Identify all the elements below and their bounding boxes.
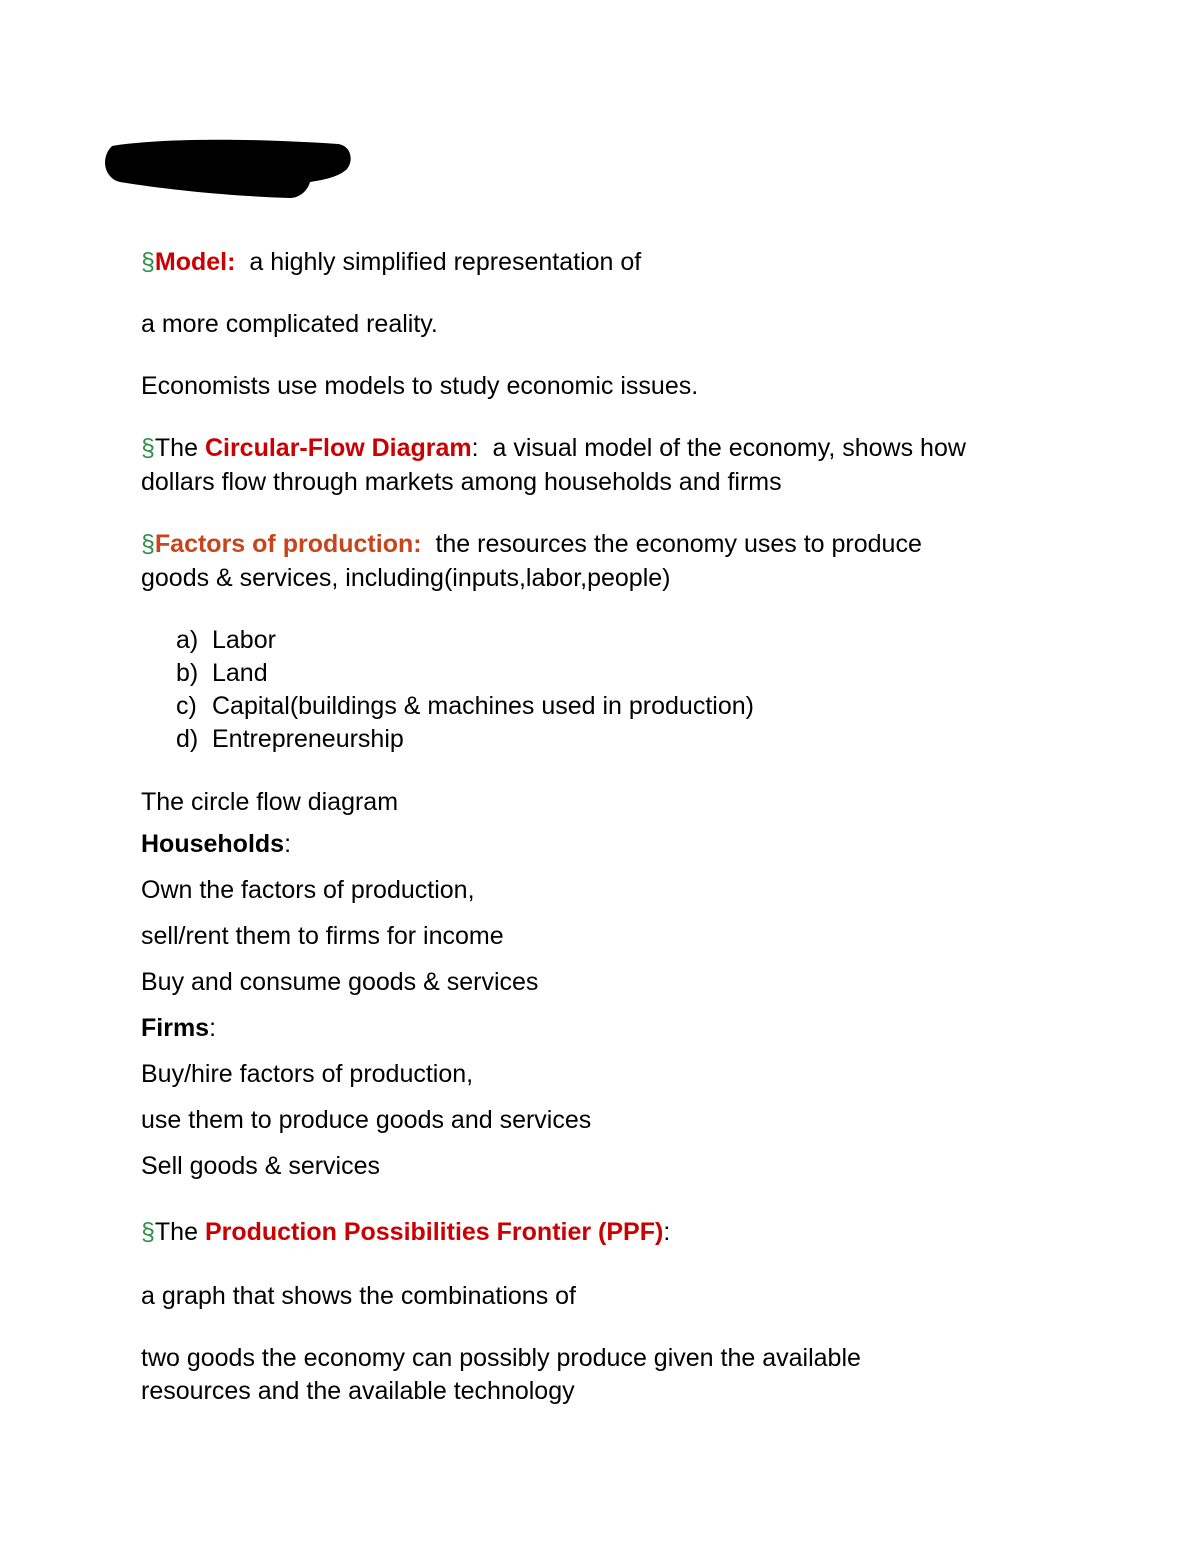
section-mark: § — [141, 530, 155, 558]
section-mark: § — [141, 1218, 155, 1246]
firms-line-3: Sell goods & services — [141, 1152, 381, 1180]
term-circular-flow-diagram: Circular-Flow Diagram — [204, 434, 472, 462]
households-colon: : — [284, 830, 292, 858]
list-item — [176, 624, 754, 657]
circular-flow-definition-continued: dollars flow through markets among households and firms — [141, 468, 782, 496]
firms-line-2: use them to produce goods and services — [141, 1106, 592, 1134]
list-item — [176, 657, 754, 690]
term-factors-of-production: Factors of production: — [154, 530, 422, 558]
ppf-colon: : — [663, 1218, 671, 1246]
households-line-3: Buy and consume goods & services — [141, 968, 539, 996]
term-model: Model: — [154, 248, 236, 276]
section-mark: § — [141, 434, 155, 462]
list-marker: d) — [176, 725, 199, 753]
households-label: Households — [141, 830, 285, 858]
list-item-label: Entrepreneurship — [212, 725, 404, 753]
factors-definition-continued: goods & services, including(inputs,labor,people) — [141, 564, 671, 592]
circle-flow-heading: The circle flow diagram — [141, 788, 399, 816]
model-definition-text: a highly simplified representation of — [235, 248, 642, 276]
economists-models-sentence: Economists use models to study economic issues. — [141, 372, 699, 400]
ppf-definition-3: resources and the available technology — [141, 1377, 575, 1405]
list-item — [176, 723, 754, 756]
circular-flow-prefix: The — [154, 434, 205, 462]
list-item-label: Land — [212, 659, 268, 687]
term-ppf: Production Possibilities Frontier (PPF) — [204, 1218, 664, 1246]
model-definition-line — [141, 245, 641, 279]
factors-definition-line — [141, 527, 922, 561]
ppf-prefix: The — [154, 1218, 205, 1246]
list-item-label: Labor — [212, 626, 276, 654]
circular-flow-definition-line — [141, 431, 966, 465]
firms-label: Firms — [141, 1014, 210, 1042]
firms-line-1: Buy/hire factors of production, — [141, 1060, 474, 1088]
households-heading — [141, 827, 291, 861]
ppf-definition-1: a graph that shows the combinations of — [141, 1282, 576, 1310]
circular-flow-definition-text: : a visual model of the economy, shows how — [471, 434, 966, 462]
households-line-1: Own the factors of production, — [141, 876, 475, 904]
model-definition-continued: a more complicated reality. — [141, 310, 438, 338]
households-line-2: sell/rent them to firms for income — [141, 922, 504, 950]
list-marker: b) — [176, 659, 199, 687]
ppf-heading-line — [141, 1215, 670, 1249]
list-marker: c) — [176, 692, 197, 720]
list-item — [176, 690, 754, 723]
firms-heading — [141, 1011, 216, 1045]
redacted-name-mark — [100, 132, 356, 204]
firms-colon: : — [209, 1014, 217, 1042]
factors-list — [176, 624, 754, 756]
factors-definition-text: the resources the economy uses to produce — [421, 530, 922, 558]
ppf-definition-2: two goods the economy can possibly produce given the available — [141, 1344, 861, 1372]
section-mark: § — [141, 248, 155, 276]
list-marker: a) — [176, 626, 199, 654]
list-item-label: Capital(buildings & machines used in production) — [212, 692, 754, 720]
